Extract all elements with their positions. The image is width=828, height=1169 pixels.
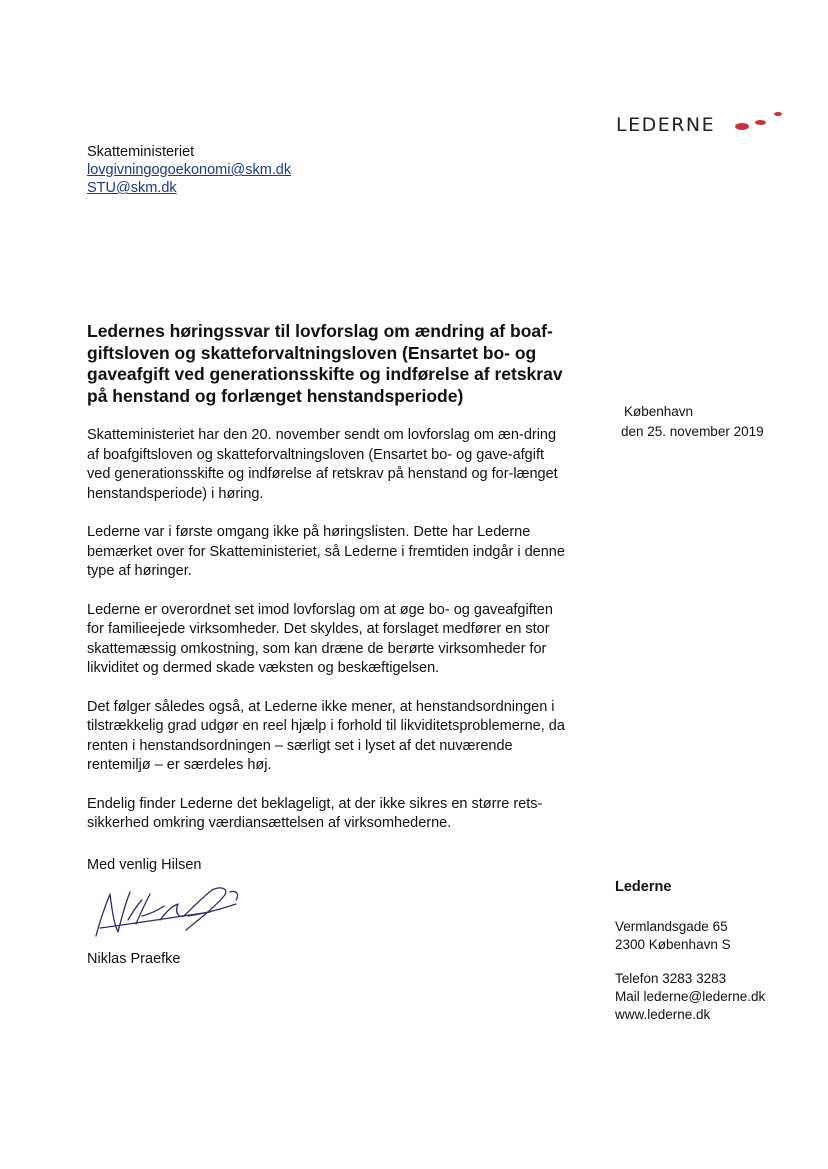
letter-place: København bbox=[624, 404, 694, 419]
organization-name: Lederne bbox=[615, 879, 672, 895]
organization-street: Vermlandsgade 65 bbox=[615, 919, 728, 934]
recipient-email-link[interactable]: STU@skm.dk bbox=[87, 180, 177, 196]
organization-block bbox=[615, 878, 765, 1024]
closing-text: Med venlig Hilsen bbox=[87, 857, 202, 873]
recipient-email-link[interactable]: lovgivningogoekonomi@skm.dk bbox=[87, 162, 292, 178]
logo-text: LEDERNE bbox=[616, 114, 716, 136]
recipient-name: Skatteministeriet bbox=[87, 144, 195, 160]
logo-dot-icon bbox=[774, 112, 782, 116]
lederne-logo bbox=[616, 108, 786, 138]
organization-web: www.lederne.dk bbox=[615, 1007, 711, 1022]
body-paragraph: Skatteministeriet har den 20. november sendt om lovforslag om æn-dring af boafgiftsloven og skatteforvaltningsloven (Ensartet bo- og gave-afgift ved generationsskifte og indførelse af retskrav på henstand og for-længet henstandsperiode) i høring. bbox=[87, 427, 558, 502]
body-paragraph: Det følger således også, at Lederne ikke mener, at henstandsordningen i tilstrækkelig grad udgør en reel hjælp i forhold til likviditetsproblemerne, da renten i henstandsordningen – særligt set i lyset af det nuværende rentemiljø – er særdeles høj. bbox=[87, 698, 565, 773]
signature-icon bbox=[90, 880, 250, 942]
place-date bbox=[621, 402, 764, 442]
logo-dot-icon bbox=[735, 123, 749, 130]
letter-date: den 25. november 2019 bbox=[621, 424, 764, 439]
letter-body bbox=[87, 426, 567, 853]
recipient-block bbox=[87, 143, 291, 197]
organization-phone: Telefon 3283 3283 bbox=[615, 971, 727, 986]
logo-dot-icon bbox=[755, 120, 766, 125]
body-paragraph: Lederne er overordnet set imod lovforslag om at øge bo- og gaveafgiften for familieejede virksomheder. Det skyldes, at forslaget medfører en stor skattemæssig omkostning, som kan dræne de berørte virksomheder for likviditet og dermed skade væksten og beskæftigelsen. bbox=[87, 601, 553, 676]
organization-mail: Mail lederne@lederne.dk bbox=[615, 989, 766, 1004]
body-paragraph: Lederne var i første omgang ikke på høringslisten. Dette har Lederne bemærket over for Skatteministeriet, så Lederne i fremtiden indgår i denne type af høringer. bbox=[87, 524, 565, 579]
letter-heading: Ledernes høringssvar til lovforslag om ændring af boaf-giftsloven og skatteforvaltningsloven (Ensartet bo- og gaveafgift ved generationsskifte og indførelse af retskrav på henstand og forlænget henstandsperiode) bbox=[87, 321, 563, 406]
signer-name: Niklas Praefke bbox=[87, 951, 181, 967]
body-paragraph: Endelig finder Lederne det beklageligt, at der ikke sikres en større rets-sikkerhed omkring værdiansættelsen af virksomhederne. bbox=[87, 795, 543, 831]
organization-city: 2300 København S bbox=[615, 937, 731, 952]
